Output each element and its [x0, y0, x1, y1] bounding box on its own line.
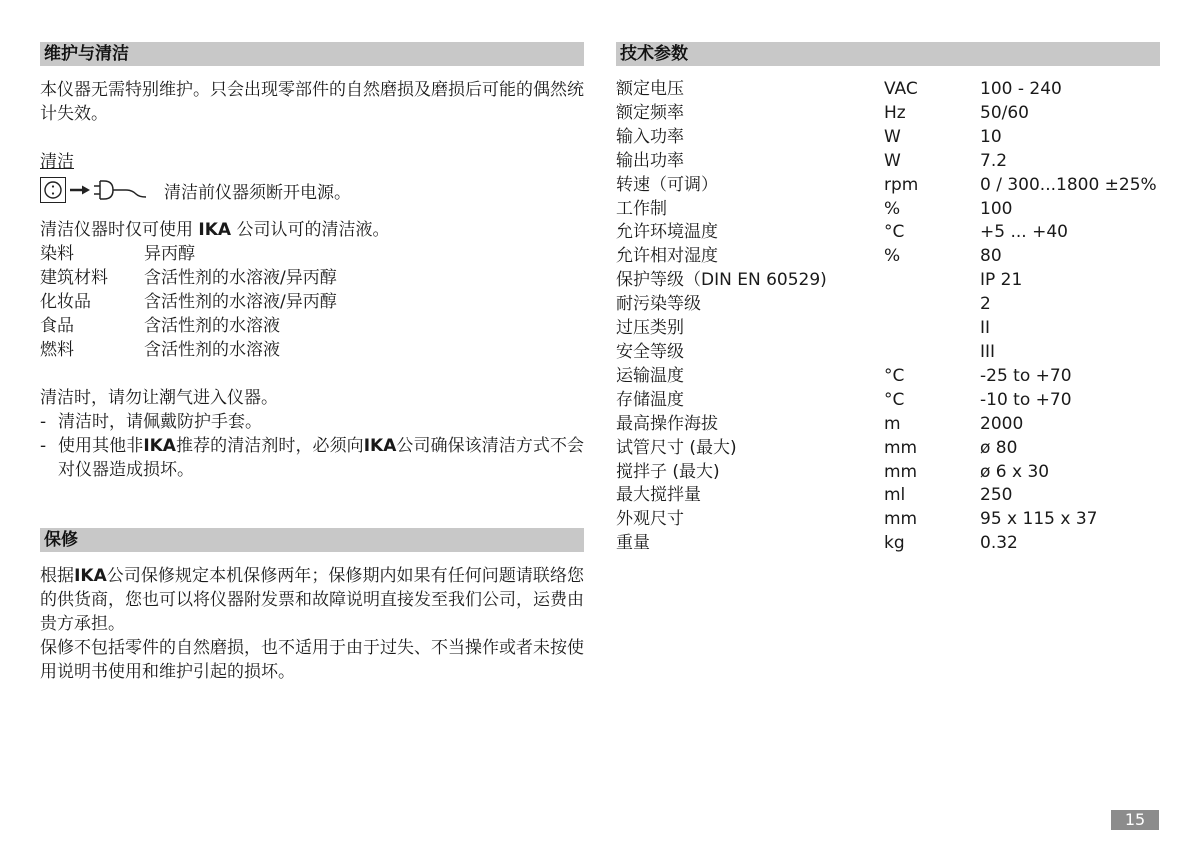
warranty-header: 保修 — [40, 528, 584, 552]
bullet-gloves: - 清洁时，请佩戴防护手套。 — [40, 412, 262, 432]
spec-row: 耐污染等级 2 — [616, 294, 991, 315]
device-icon — [40, 177, 66, 203]
bullet-other-agents: - 使用其他非IKA推荐的清洁剂时，必须向IKA公司确保该清洁方式不会对仪器造成损坏。 — [40, 436, 585, 480]
material-row: 建筑材料 含活性剂的水溶液/异丙醇 — [40, 268, 337, 288]
disconnect-text: 清洁前仪器须断开电源。 — [164, 182, 351, 203]
page-number: 15 — [1111, 810, 1159, 830]
spec-row: 最高操作海拔 m 2000 — [616, 413, 1024, 434]
spec-row: 允许环境温度 °C +5 ... +40 — [616, 222, 1068, 243]
spec-row: 运输温度 °C -25 to +70 — [616, 365, 1072, 386]
spec-row: 重量 kg 0.32 — [616, 533, 1018, 554]
material-row: 染料 异丙醇 — [40, 244, 195, 264]
warranty-paragraph-1: 根据IKA公司保修规定本机保修两年；保修期内如果有任何问题请联络您的供货商，您也可以将仪器附发票和故障说明直接发至我们公司，运费由贵方承担。 — [40, 566, 585, 634]
spec-row: 最大搅拌量 ml 250 — [616, 485, 1013, 506]
right-column — [616, 42, 1160, 556]
specs-header: 技术参数 — [616, 42, 1160, 66]
cleaning-agents-intro: 清洁仪器时仅可使用 IKA 公司认可的清洁液。 — [40, 220, 390, 240]
material-row: 食品 含活性剂的水溶液 — [40, 316, 280, 336]
specs-table — [616, 78, 1160, 556]
spec-row: 过压类别 II — [616, 318, 991, 339]
cleaning-title: 清洁 — [40, 152, 74, 172]
spec-row: 额定频率 Hz 50/60 — [616, 102, 1029, 123]
spec-row: 转速（可调） rpm 0 / 300...1800 ±25% — [616, 174, 1157, 195]
spec-row: 存储温度 °C -10 to +70 — [616, 389, 1072, 410]
spec-row: 输出功率 W 7.2 — [616, 150, 1008, 171]
spec-row: 搅拌子 (最大) mm ø 6 x 30 — [616, 461, 1050, 482]
materials-list — [40, 242, 584, 362]
spec-row: 输入功率 W 10 — [616, 126, 1002, 147]
unplug-arrow-icon — [66, 177, 150, 203]
left-column — [40, 42, 584, 684]
spec-row: 工作制 % 100 — [616, 198, 1013, 219]
disconnect-symbol-row — [40, 174, 584, 206]
spec-row: 安全等级 III — [616, 341, 996, 362]
material-row: 化妆品 含活性剂的水溶液/异丙醇 — [40, 292, 337, 312]
moisture-note: 清洁时，请勿让潮气进入仪器。 — [40, 388, 278, 408]
material-row: 燃料 含活性剂的水溶液 — [40, 340, 280, 360]
spec-row: 允许相对湿度 % 80 — [616, 246, 1002, 267]
maintenance-intro: 本仪器无需特别维护。只会出现零部件的自然磨损及磨损后可能的偶然统计失效。 — [40, 80, 584, 124]
spec-row: 试管尺寸 (最大) mm ø 80 — [616, 437, 1018, 458]
warranty-paragraph-2: 保修不包括零件的自然磨损，也不适用于由于过失、不当操作或者未按使用说明书使用和维护引起的损坏。 — [40, 638, 584, 682]
maintenance-header: 维护与清洁 — [40, 42, 584, 66]
spec-row: 额定电压 VAC 100 - 240 — [616, 79, 1062, 99]
spec-row: 外观尺寸 mm 95 x 115 x 37 — [616, 509, 1098, 530]
spec-row: 保护等级（DIN EN 60529) IP 21 — [616, 270, 1023, 291]
